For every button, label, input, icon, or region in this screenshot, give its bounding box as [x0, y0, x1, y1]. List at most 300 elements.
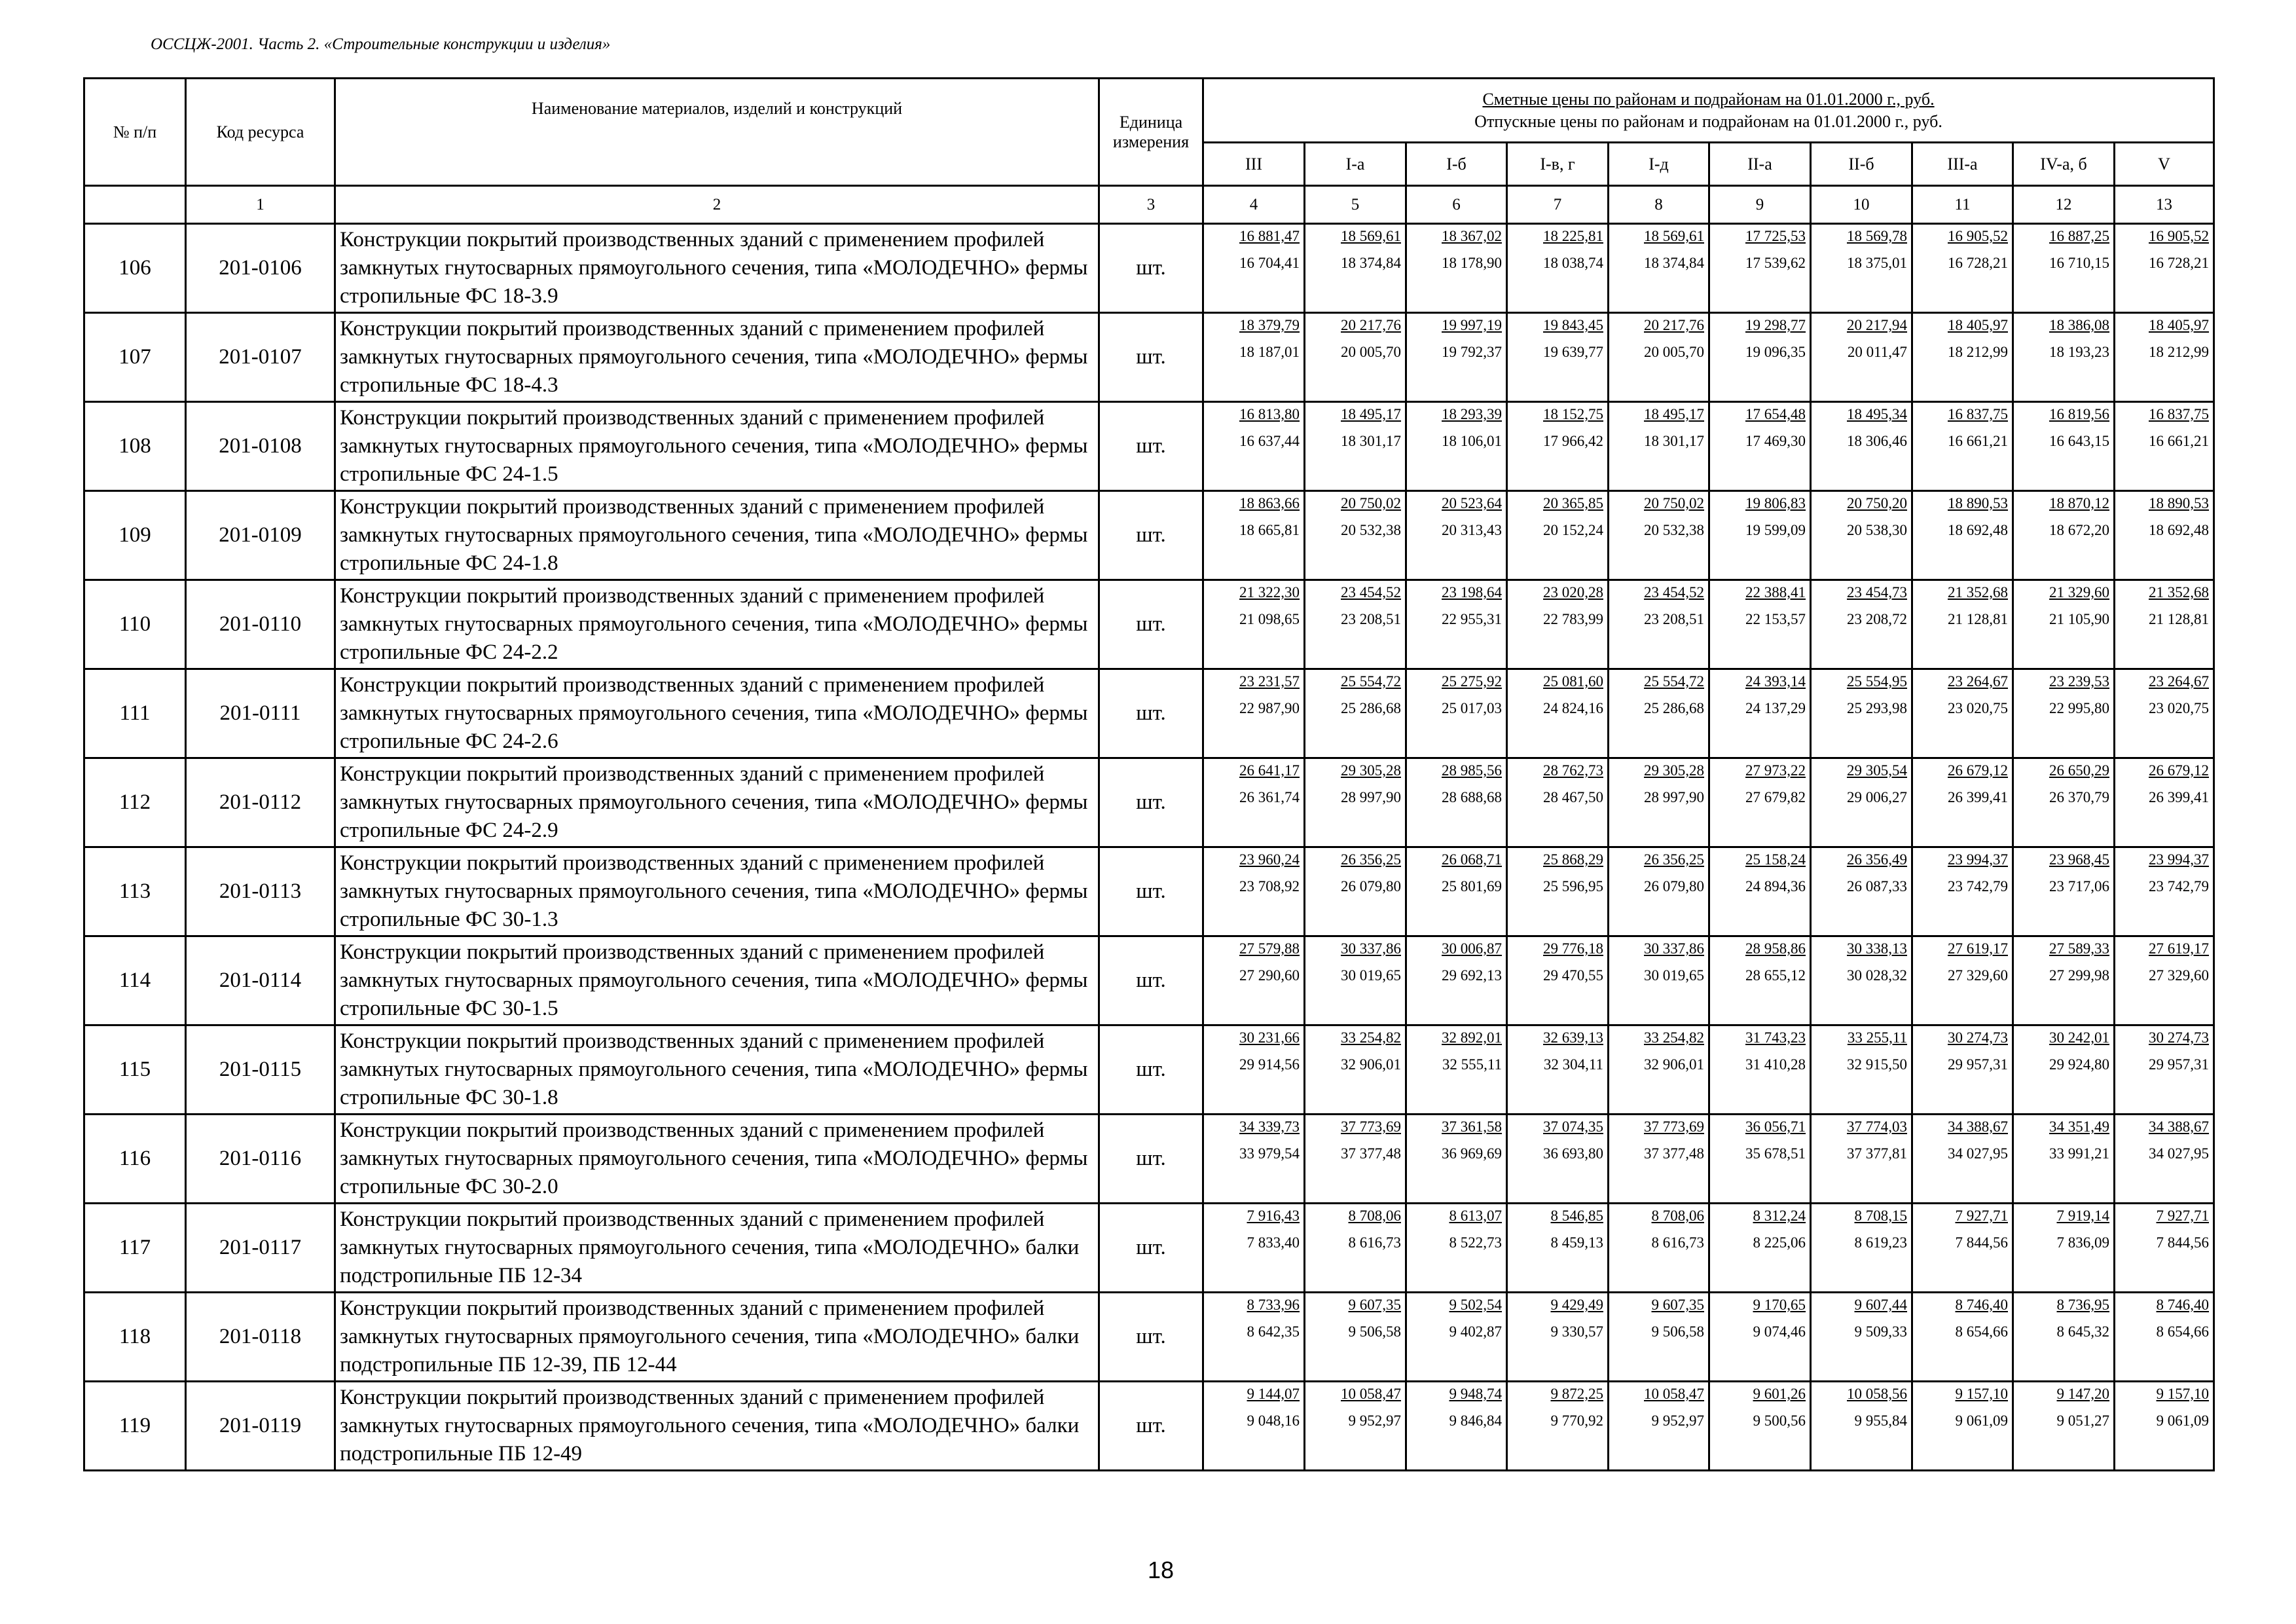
price-cell — [1305, 847, 1406, 936]
release-price: 32 906,01 — [1341, 1056, 1401, 1073]
unit-of-measure: шт. — [1099, 491, 1203, 580]
row-number: 112 — [84, 758, 186, 847]
estimated-price: 26 679,12 — [2149, 762, 2210, 779]
price-table — [83, 77, 2215, 1471]
column-index: 5 — [1305, 186, 1406, 224]
release-price: 25 293,98 — [1847, 700, 1907, 716]
estimated-price: 18 890,53 — [2149, 495, 2210, 511]
resource-code: 201-0114 — [186, 936, 335, 1025]
header-unit: Единица измерения — [1099, 79, 1203, 186]
estimated-price: 27 973,22 — [1745, 762, 1806, 779]
table-row — [84, 491, 2214, 580]
region-header: III-а — [1912, 143, 2013, 186]
estimated-price: 9 607,35 — [1651, 1297, 1704, 1313]
price-cell — [2115, 758, 2214, 847]
release-price: 7 844,56 — [1955, 1234, 2008, 1251]
table-row — [84, 580, 2214, 669]
estimated-price: 7 927,71 — [2156, 1208, 2210, 1224]
price-cell — [1912, 313, 2013, 402]
release-price: 19 639,77 — [1543, 344, 1603, 360]
column-index: 2 — [335, 186, 1099, 224]
release-price: 28 997,90 — [1341, 789, 1401, 805]
estimated-price: 30 337,86 — [1644, 940, 1704, 957]
price-cell — [1609, 491, 1709, 580]
estimated-price: 16 837,75 — [2149, 406, 2210, 422]
release-price: 21 098,65 — [1239, 611, 1300, 627]
price-cell — [1507, 402, 1609, 491]
price-cell — [1507, 669, 1609, 758]
release-price: 26 079,80 — [1644, 878, 1704, 895]
price-cell — [2115, 936, 2214, 1025]
row-number: 117 — [84, 1204, 186, 1293]
release-price: 22 783,99 — [1543, 611, 1603, 627]
estimated-price: 21 322,30 — [1239, 584, 1300, 600]
release-price: 17 966,42 — [1543, 433, 1603, 449]
estimated-price: 18 890,53 — [1948, 495, 2008, 511]
release-price: 28 997,90 — [1644, 789, 1704, 805]
material-name: Конструкции покрытий производственных зданий с применением профилей замкнутых гнутосварных прямоугольного сечения, типа «МОЛОДЕЧНО» балки подстропильные ПБ 12-34 — [335, 1204, 1099, 1293]
price-cell — [1609, 313, 1709, 402]
release-price: 30 019,65 — [1644, 967, 1704, 984]
release-price: 18 301,17 — [1644, 433, 1704, 449]
release-price: 18 306,46 — [1847, 433, 1907, 449]
release-price: 23 208,51 — [1341, 611, 1401, 627]
price-cell — [1709, 580, 1811, 669]
estimated-price: 16 813,80 — [1239, 406, 1300, 422]
table-row — [84, 1115, 2214, 1204]
release-price: 30 019,65 — [1341, 967, 1401, 984]
price-cell — [1203, 402, 1305, 491]
unit-of-measure: шт. — [1099, 847, 1203, 936]
material-name: Конструкции покрытий производственных зданий с применением профилей замкнутых гнутосварных прямоугольного сечения, типа «МОЛОДЕЧНО» фермы стропильные ФС 30-1.8 — [335, 1025, 1099, 1115]
price-cell — [1912, 224, 2013, 313]
material-name: Конструкции покрытий производственных зданий с применением профилей замкнутых гнутосварных прямоугольного сечения, типа «МОЛОДЕЧНО» фермы стропильные ФС 24-2.9 — [335, 758, 1099, 847]
column-index: 1 — [186, 186, 335, 224]
estimated-price: 18 379,79 — [1239, 317, 1300, 333]
release-price: 34 027,95 — [2149, 1145, 2210, 1162]
price-cell — [2013, 1293, 2115, 1382]
material-name: Конструкции покрытий производственных зданий с применением профилей замкнутых гнутосварных прямоугольного сечения, типа «МОЛОДЕЧНО» фермы стропильные ФС 18-4.3 — [335, 313, 1099, 402]
material-name: Конструкции покрытий производственных зданий с применением профилей замкнутых гнутосварных прямоугольного сечения, типа «МОЛОДЕЧНО» балки подстропильные ПБ 12-39, ПБ 12-44 — [335, 1293, 1099, 1382]
price-cell — [1709, 1382, 1811, 1471]
estimated-price: 8 746,40 — [2156, 1297, 2210, 1313]
release-price: 9 051,27 — [2056, 1412, 2109, 1429]
estimated-price: 30 006,87 — [1442, 940, 1502, 957]
release-price: 29 006,27 — [1847, 789, 1907, 805]
release-price: 32 906,01 — [1644, 1056, 1704, 1073]
price-cell — [1507, 758, 1609, 847]
release-price: 18 374,84 — [1341, 255, 1401, 271]
estimated-price: 29 305,28 — [1341, 762, 1401, 779]
release-price: 28 688,68 — [1442, 789, 1502, 805]
price-cell — [1709, 1115, 1811, 1204]
price-cell — [1305, 1382, 1406, 1471]
unit-of-measure: шт. — [1099, 313, 1203, 402]
estimated-price: 23 198,64 — [1442, 584, 1502, 600]
estimated-price: 32 892,01 — [1442, 1029, 1502, 1046]
column-index: 8 — [1609, 186, 1709, 224]
price-cell — [1203, 1293, 1305, 1382]
price-cell — [1507, 580, 1609, 669]
unit-of-measure: шт. — [1099, 669, 1203, 758]
estimated-price: 19 843,45 — [1543, 317, 1603, 333]
estimated-price: 10 058,47 — [1644, 1386, 1704, 1402]
estimated-price: 8 312,24 — [1753, 1208, 1806, 1224]
release-price: 34 027,95 — [1948, 1145, 2008, 1162]
price-group-title: Сметные цены по районам и подрайонам на 01.01.2000 г., руб. — [1482, 89, 1935, 109]
price-cell — [1305, 402, 1406, 491]
material-name: Конструкции покрытий производственных зданий с применением профилей замкнутых гнутосварных прямоугольного сечения, типа «МОЛОДЕЧНО» фермы стропильные ФС 24-1.8 — [335, 491, 1099, 580]
release-price: 22 955,31 — [1442, 611, 1502, 627]
estimated-price: 17 654,48 — [1745, 406, 1806, 422]
release-price: 9 074,46 — [1753, 1323, 1806, 1340]
release-price: 25 596,95 — [1543, 878, 1603, 895]
release-price: 9 770,92 — [1550, 1412, 1603, 1429]
estimated-price: 18 863,66 — [1239, 495, 1300, 511]
price-cell — [1609, 847, 1709, 936]
release-price: 16 643,15 — [2049, 433, 2109, 449]
price-cell — [1305, 669, 1406, 758]
release-price: 27 329,60 — [2149, 967, 2210, 984]
price-cell — [1507, 1382, 1609, 1471]
estimated-price: 8 546,85 — [1550, 1208, 1603, 1224]
release-price: 8 654,66 — [1955, 1323, 2008, 1340]
resource-code: 201-0115 — [186, 1025, 335, 1115]
material-name: Конструкции покрытий производственных зданий с применением профилей замкнутых гнутосварных прямоугольного сечения, типа «МОЛОДЕЧНО» фермы стропильные ФС 18-3.9 — [335, 224, 1099, 313]
price-cell — [1203, 491, 1305, 580]
estimated-price: 20 750,02 — [1644, 495, 1704, 511]
price-cell — [2013, 1025, 2115, 1115]
release-price: 26 399,41 — [2149, 789, 2210, 805]
table-row — [84, 1204, 2214, 1293]
price-cell — [2115, 224, 2214, 313]
release-price: 32 555,11 — [1442, 1056, 1502, 1073]
row-number: 113 — [84, 847, 186, 936]
estimated-price: 8 746,40 — [1955, 1297, 2008, 1313]
estimated-price: 17 725,53 — [1745, 228, 1806, 244]
release-price: 16 661,21 — [2149, 433, 2210, 449]
estimated-price: 18 386,08 — [2049, 317, 2109, 333]
estimated-price: 20 750,20 — [1847, 495, 1907, 511]
estimated-price: 20 523,64 — [1442, 495, 1502, 511]
price-cell — [1203, 936, 1305, 1025]
price-cell — [1709, 491, 1811, 580]
estimated-price: 37 774,03 — [1847, 1118, 1907, 1135]
price-group-subtitle: Отпускные цены по районам и подрайонам на 01.01.2000 г., руб. — [1474, 111, 1942, 131]
price-cell — [2013, 1115, 2115, 1204]
price-cell — [1406, 224, 1507, 313]
estimated-price: 23 968,45 — [2049, 851, 2109, 868]
release-price: 29 957,31 — [1948, 1056, 2008, 1073]
release-price: 8 654,66 — [2156, 1323, 2210, 1340]
price-cell — [1203, 313, 1305, 402]
estimated-price: 9 948,74 — [1449, 1386, 1502, 1402]
estimated-price: 19 298,77 — [1745, 317, 1806, 333]
release-price: 22 153,57 — [1745, 611, 1806, 627]
material-name: Конструкции покрытий производственных зданий с применением профилей замкнутых гнутосварных прямоугольного сечения, типа «МОЛОДЕЧНО» фермы стропильные ФС 30-2.0 — [335, 1115, 1099, 1204]
price-cell — [1811, 1293, 1912, 1382]
estimated-price: 16 887,25 — [2049, 228, 2109, 244]
release-price: 21 128,81 — [2149, 611, 2210, 627]
release-price: 37 377,48 — [1341, 1145, 1401, 1162]
table-row — [84, 224, 2214, 313]
estimated-price: 8 708,06 — [1651, 1208, 1704, 1224]
release-price: 16 637,44 — [1239, 433, 1300, 449]
table-row — [84, 669, 2214, 758]
row-number: 119 — [84, 1382, 186, 1471]
row-number: 107 — [84, 313, 186, 402]
region-header: V — [2115, 143, 2214, 186]
estimated-price: 18 495,34 — [1847, 406, 1907, 422]
unit-of-measure: шт. — [1099, 1382, 1203, 1471]
unit-of-measure: шт. — [1099, 402, 1203, 491]
price-cell — [1203, 669, 1305, 758]
resource-code: 201-0106 — [186, 224, 335, 313]
estimated-price: 29 305,28 — [1644, 762, 1704, 779]
price-cell — [1203, 1115, 1305, 1204]
estimated-price: 28 958,86 — [1745, 940, 1806, 957]
price-cell — [1406, 1025, 1507, 1115]
column-index — [84, 186, 186, 224]
price-cell — [1305, 580, 1406, 669]
price-cell — [1406, 1382, 1507, 1471]
release-price: 20 152,24 — [1543, 522, 1603, 538]
row-number: 116 — [84, 1115, 186, 1204]
column-index: 6 — [1406, 186, 1507, 224]
price-cell — [1609, 1025, 1709, 1115]
release-price: 9 061,09 — [1955, 1412, 2008, 1429]
release-price: 36 693,80 — [1543, 1145, 1603, 1162]
release-price: 9 846,84 — [1449, 1412, 1502, 1429]
release-price: 8 459,13 — [1550, 1234, 1603, 1251]
price-cell — [1305, 313, 1406, 402]
release-price: 20 011,47 — [1847, 344, 1907, 360]
release-price: 9 402,87 — [1449, 1323, 1502, 1340]
price-cell — [2013, 224, 2115, 313]
release-price: 33 979,54 — [1239, 1145, 1300, 1162]
estimated-price: 21 329,60 — [2049, 584, 2109, 600]
estimated-price: 8 708,15 — [1854, 1208, 1907, 1224]
estimated-price: 30 338,13 — [1847, 940, 1907, 957]
table-row — [84, 313, 2214, 402]
price-cell — [1406, 580, 1507, 669]
release-price: 17 469,30 — [1745, 433, 1806, 449]
column-index: 4 — [1203, 186, 1305, 224]
price-cell — [1609, 669, 1709, 758]
release-price: 23 020,75 — [2149, 700, 2210, 716]
unit-of-measure: шт. — [1099, 936, 1203, 1025]
release-price: 16 728,21 — [2149, 255, 2210, 271]
estimated-price: 27 619,17 — [1948, 940, 2008, 957]
estimated-price: 9 144,07 — [1247, 1386, 1300, 1402]
release-price: 18 665,81 — [1239, 522, 1300, 538]
price-cell — [2013, 580, 2115, 669]
estimated-price: 21 352,68 — [1948, 584, 2008, 600]
release-price: 19 096,35 — [1745, 344, 1806, 360]
price-cell — [2115, 847, 2214, 936]
release-price: 25 801,69 — [1442, 878, 1502, 895]
column-index-row — [84, 186, 2214, 224]
estimated-price: 26 356,25 — [1644, 851, 1704, 868]
estimated-price: 20 217,76 — [1644, 317, 1704, 333]
estimated-price: 26 650,29 — [2049, 762, 2109, 779]
release-price: 19 599,09 — [1745, 522, 1806, 538]
release-price: 9 506,58 — [1348, 1323, 1401, 1340]
price-cell — [1912, 847, 2013, 936]
estimated-price: 9 170,65 — [1753, 1297, 1806, 1313]
column-index: 12 — [2013, 186, 2115, 224]
price-cell — [1406, 491, 1507, 580]
release-price: 28 467,50 — [1543, 789, 1603, 805]
release-price: 18 375,01 — [1847, 255, 1907, 271]
region-header: III — [1203, 143, 1305, 186]
price-cell — [1203, 847, 1305, 936]
release-price: 18 187,01 — [1239, 344, 1300, 360]
release-price: 8 642,35 — [1247, 1323, 1300, 1340]
header-num: № п/п — [84, 79, 186, 186]
release-price: 8 522,73 — [1449, 1234, 1502, 1251]
estimated-price: 30 274,73 — [2149, 1029, 2210, 1046]
release-price: 24 894,36 — [1745, 878, 1806, 895]
price-cell — [1709, 402, 1811, 491]
price-cell — [1912, 936, 2013, 1025]
release-price: 29 692,13 — [1442, 967, 1502, 984]
price-cell — [1406, 1204, 1507, 1293]
release-price: 37 377,81 — [1847, 1145, 1907, 1162]
price-cell — [1811, 402, 1912, 491]
header-price-group — [1203, 79, 2214, 143]
unit-of-measure: шт. — [1099, 1115, 1203, 1204]
release-price: 27 290,60 — [1239, 967, 1300, 984]
price-cell — [1912, 669, 2013, 758]
estimated-price: 33 255,11 — [1847, 1029, 1907, 1046]
estimated-price: 23 454,52 — [1341, 584, 1401, 600]
estimated-price: 25 554,72 — [1644, 673, 1704, 690]
release-price: 17 539,62 — [1745, 255, 1806, 271]
price-cell — [1203, 758, 1305, 847]
material-name: Конструкции покрытий производственных зданий с применением профилей замкнутых гнутосварных прямоугольного сечения, типа «МОЛОДЕЧНО» фермы стропильные ФС 24-2.6 — [335, 669, 1099, 758]
estimated-price: 23 239,53 — [2049, 673, 2109, 690]
release-price: 20 532,38 — [1644, 522, 1704, 538]
price-cell — [1709, 1025, 1811, 1115]
price-cell — [1811, 1025, 1912, 1115]
row-number: 106 — [84, 224, 186, 313]
table-row — [84, 847, 2214, 936]
estimated-price: 26 356,25 — [1341, 851, 1401, 868]
estimated-price: 20 217,76 — [1341, 317, 1401, 333]
estimated-price: 16 905,52 — [1948, 228, 2008, 244]
price-cell — [1912, 758, 2013, 847]
row-number: 114 — [84, 936, 186, 1025]
release-price: 18 301,17 — [1341, 433, 1401, 449]
price-cell — [2115, 669, 2214, 758]
estimated-price: 8 613,07 — [1449, 1208, 1502, 1224]
estimated-price: 27 579,88 — [1239, 940, 1300, 957]
release-price: 29 470,55 — [1543, 967, 1603, 984]
release-price: 22 995,80 — [2049, 700, 2109, 716]
release-price: 18 692,48 — [1948, 522, 2008, 538]
release-price: 16 710,15 — [2049, 255, 2109, 271]
resource-code: 201-0113 — [186, 847, 335, 936]
estimated-price: 9 429,49 — [1550, 1297, 1603, 1313]
release-price: 36 969,69 — [1442, 1145, 1502, 1162]
price-cell — [1507, 1025, 1609, 1115]
estimated-price: 18 569,61 — [1341, 228, 1401, 244]
estimated-price: 18 569,78 — [1847, 228, 1907, 244]
page-number: 18 — [1148, 1557, 1175, 1583]
price-cell — [2013, 402, 2115, 491]
release-price: 30 028,32 — [1847, 967, 1907, 984]
row-number: 118 — [84, 1293, 186, 1382]
price-cell — [1305, 1115, 1406, 1204]
price-cell — [2013, 491, 2115, 580]
column-index: 7 — [1507, 186, 1609, 224]
header-name: Наименование материалов, изделий и конструкций — [335, 79, 1099, 186]
release-price: 27 329,60 — [1948, 967, 2008, 984]
release-price: 32 915,50 — [1847, 1056, 1907, 1073]
estimated-price: 29 776,18 — [1543, 940, 1603, 957]
price-cell — [2115, 1025, 2214, 1115]
document-header: ОССЦЖ-2001. Часть 2. «Строительные конструкции и изделия» — [151, 35, 611, 53]
row-number: 108 — [84, 402, 186, 491]
price-cell — [2115, 580, 2214, 669]
price-cell — [1709, 669, 1811, 758]
release-price: 33 991,21 — [2049, 1145, 2109, 1162]
price-cell — [1912, 1025, 2013, 1115]
price-cell — [1609, 936, 1709, 1025]
release-price: 16 728,21 — [1948, 255, 2008, 271]
price-cell — [1406, 936, 1507, 1025]
price-cell — [2013, 847, 2115, 936]
release-price: 25 286,68 — [1644, 700, 1704, 716]
release-price: 9 048,16 — [1247, 1412, 1300, 1429]
price-cell — [1811, 1115, 1912, 1204]
price-cell — [2115, 1204, 2214, 1293]
row-number: 111 — [84, 669, 186, 758]
unit-of-measure: шт. — [1099, 1293, 1203, 1382]
release-price: 9 061,09 — [2156, 1412, 2210, 1429]
column-index: 10 — [1811, 186, 1912, 224]
estimated-price: 9 607,44 — [1854, 1297, 1907, 1313]
price-cell — [1709, 936, 1811, 1025]
release-price: 16 704,41 — [1239, 255, 1300, 271]
release-price: 23 208,72 — [1847, 611, 1907, 627]
release-price: 26 361,74 — [1239, 789, 1300, 805]
estimated-price: 23 454,52 — [1644, 584, 1704, 600]
estimated-price: 34 388,67 — [2149, 1118, 2210, 1135]
estimated-price: 30 231,66 — [1239, 1029, 1300, 1046]
material-name: Конструкции покрытий производственных зданий с применением профилей замкнутых гнутосварных прямоугольного сечения, типа «МОЛОДЕЧНО» фермы стропильные ФС 30-1.3 — [335, 847, 1099, 936]
release-price: 8 225,06 — [1753, 1234, 1806, 1251]
resource-code: 201-0112 — [186, 758, 335, 847]
price-cell — [1912, 491, 2013, 580]
price-cell — [1406, 1115, 1507, 1204]
estimated-price: 8 708,06 — [1348, 1208, 1401, 1224]
price-cell — [1811, 224, 1912, 313]
region-header: I-а — [1305, 143, 1406, 186]
price-cell — [1305, 1293, 1406, 1382]
price-cell — [2013, 313, 2115, 402]
estimated-price: 16 881,47 — [1239, 228, 1300, 244]
price-cell — [1305, 224, 1406, 313]
release-price: 23 742,79 — [1948, 878, 2008, 895]
resource-code: 201-0108 — [186, 402, 335, 491]
estimated-price: 23 454,73 — [1847, 584, 1907, 600]
estimated-price: 31 743,23 — [1745, 1029, 1806, 1046]
price-cell — [1507, 847, 1609, 936]
release-price: 18 212,99 — [1948, 344, 2008, 360]
row-number: 109 — [84, 491, 186, 580]
